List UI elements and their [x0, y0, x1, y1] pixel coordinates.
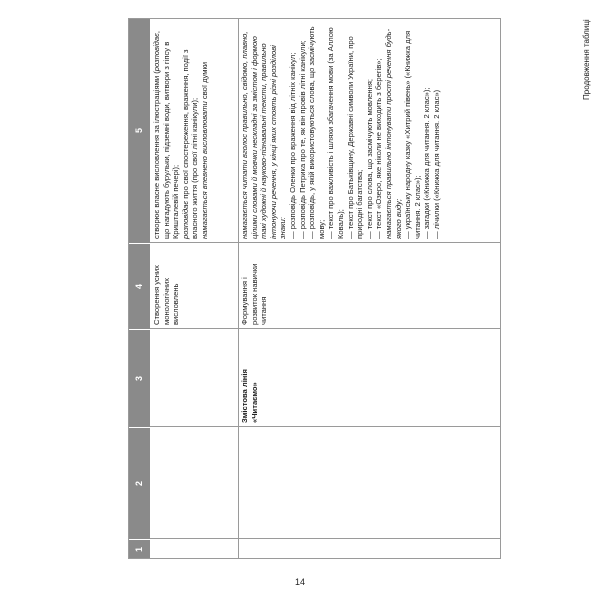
text-run: намагається впевнено висловлювати — [199, 101, 209, 239]
cell-text — [200, 22, 210, 239]
header-col-4: 4 — [128, 243, 150, 329]
cell-r2-c5 — [238, 18, 501, 243]
text-run: свої думки — [199, 61, 209, 102]
text-run: розповідає — [180, 200, 190, 239]
table — [128, 18, 501, 559]
list-item: — текст про важливість і шляхи збагачення мови (за Аллою Коваль); — [326, 27, 345, 239]
cell-text: Формування і розвиток навички читання — [240, 263, 269, 325]
page-number: 14 — [294, 577, 305, 587]
list-item: — загадки («Книжка для читання. 2 клас»); — [422, 87, 432, 239]
header-col-3: 3 — [128, 329, 150, 427]
list-item: — лічилки («Книжка для читання. 2 клас») — [431, 89, 441, 239]
list-item: — текст про слова, що засмічують мовлення; — [364, 78, 374, 239]
cell-r2-c3 — [238, 329, 501, 427]
text-run: про свої спостереження, враження, події з власного життя (про свої літні канікули); — [180, 49, 200, 239]
rotated-table-frame — [128, 18, 501, 559]
cell-text: намагається правильно інтонувати прості речення будь-якого виду; — [383, 28, 403, 239]
list-item: — українську народну казку «Хитрий півень» («Книжка для читання. 2 клас»); — [403, 30, 422, 239]
cell-r2-c4 — [238, 243, 501, 329]
text-run: створює власне висловлення за ілюстраціями ( — [152, 71, 161, 239]
list-item: — текст про Батьківщину, Державні символи України, про природні багатства; — [345, 36, 365, 239]
cell-text: намагається читати вголос правильно, свідомо, плавно, цілими словами й мовчки нескладні за змістом і формою такі художні й науково-пізнавальні тексти, правильно інтонуючи речення, у кінці яких стоять різні розділові знаки: — [240, 31, 288, 239]
text-run: , що нагадують бурульки, підземні води, витвори з гіпсу в Кришталевій печері); — [152, 31, 181, 239]
list-item: — розповідь, у якій використовуються слова, що засмічують мову; — [307, 26, 326, 239]
list-item: — розповідь Оленки про враження від літніх канікул; — [287, 52, 297, 239]
cell-text — [181, 22, 200, 239]
cell-text: Створення усних монологічних висловлень — [152, 265, 181, 325]
text-run: розповідає — [152, 33, 161, 72]
header-col-1: 1 — [128, 539, 150, 559]
cell-text — [152, 22, 181, 239]
list-item: — розповідь Петрика про те, як він провів літні канікули; — [297, 40, 307, 239]
running-head-text: Продовження таблиці — [582, 19, 591, 100]
running-head — [582, 0, 596, 120]
cell-r1-c5 — [150, 18, 238, 243]
header-col-5: 5 — [134, 128, 144, 134]
cell-r1-c4 — [150, 243, 238, 329]
header-col-2: 2 — [128, 427, 150, 539]
cell-text: Змістова лінія «Читаємо» — [240, 369, 259, 423]
list-item: — текст «Озеро, яке ніколи не виходить з берегів»; — [374, 58, 384, 239]
